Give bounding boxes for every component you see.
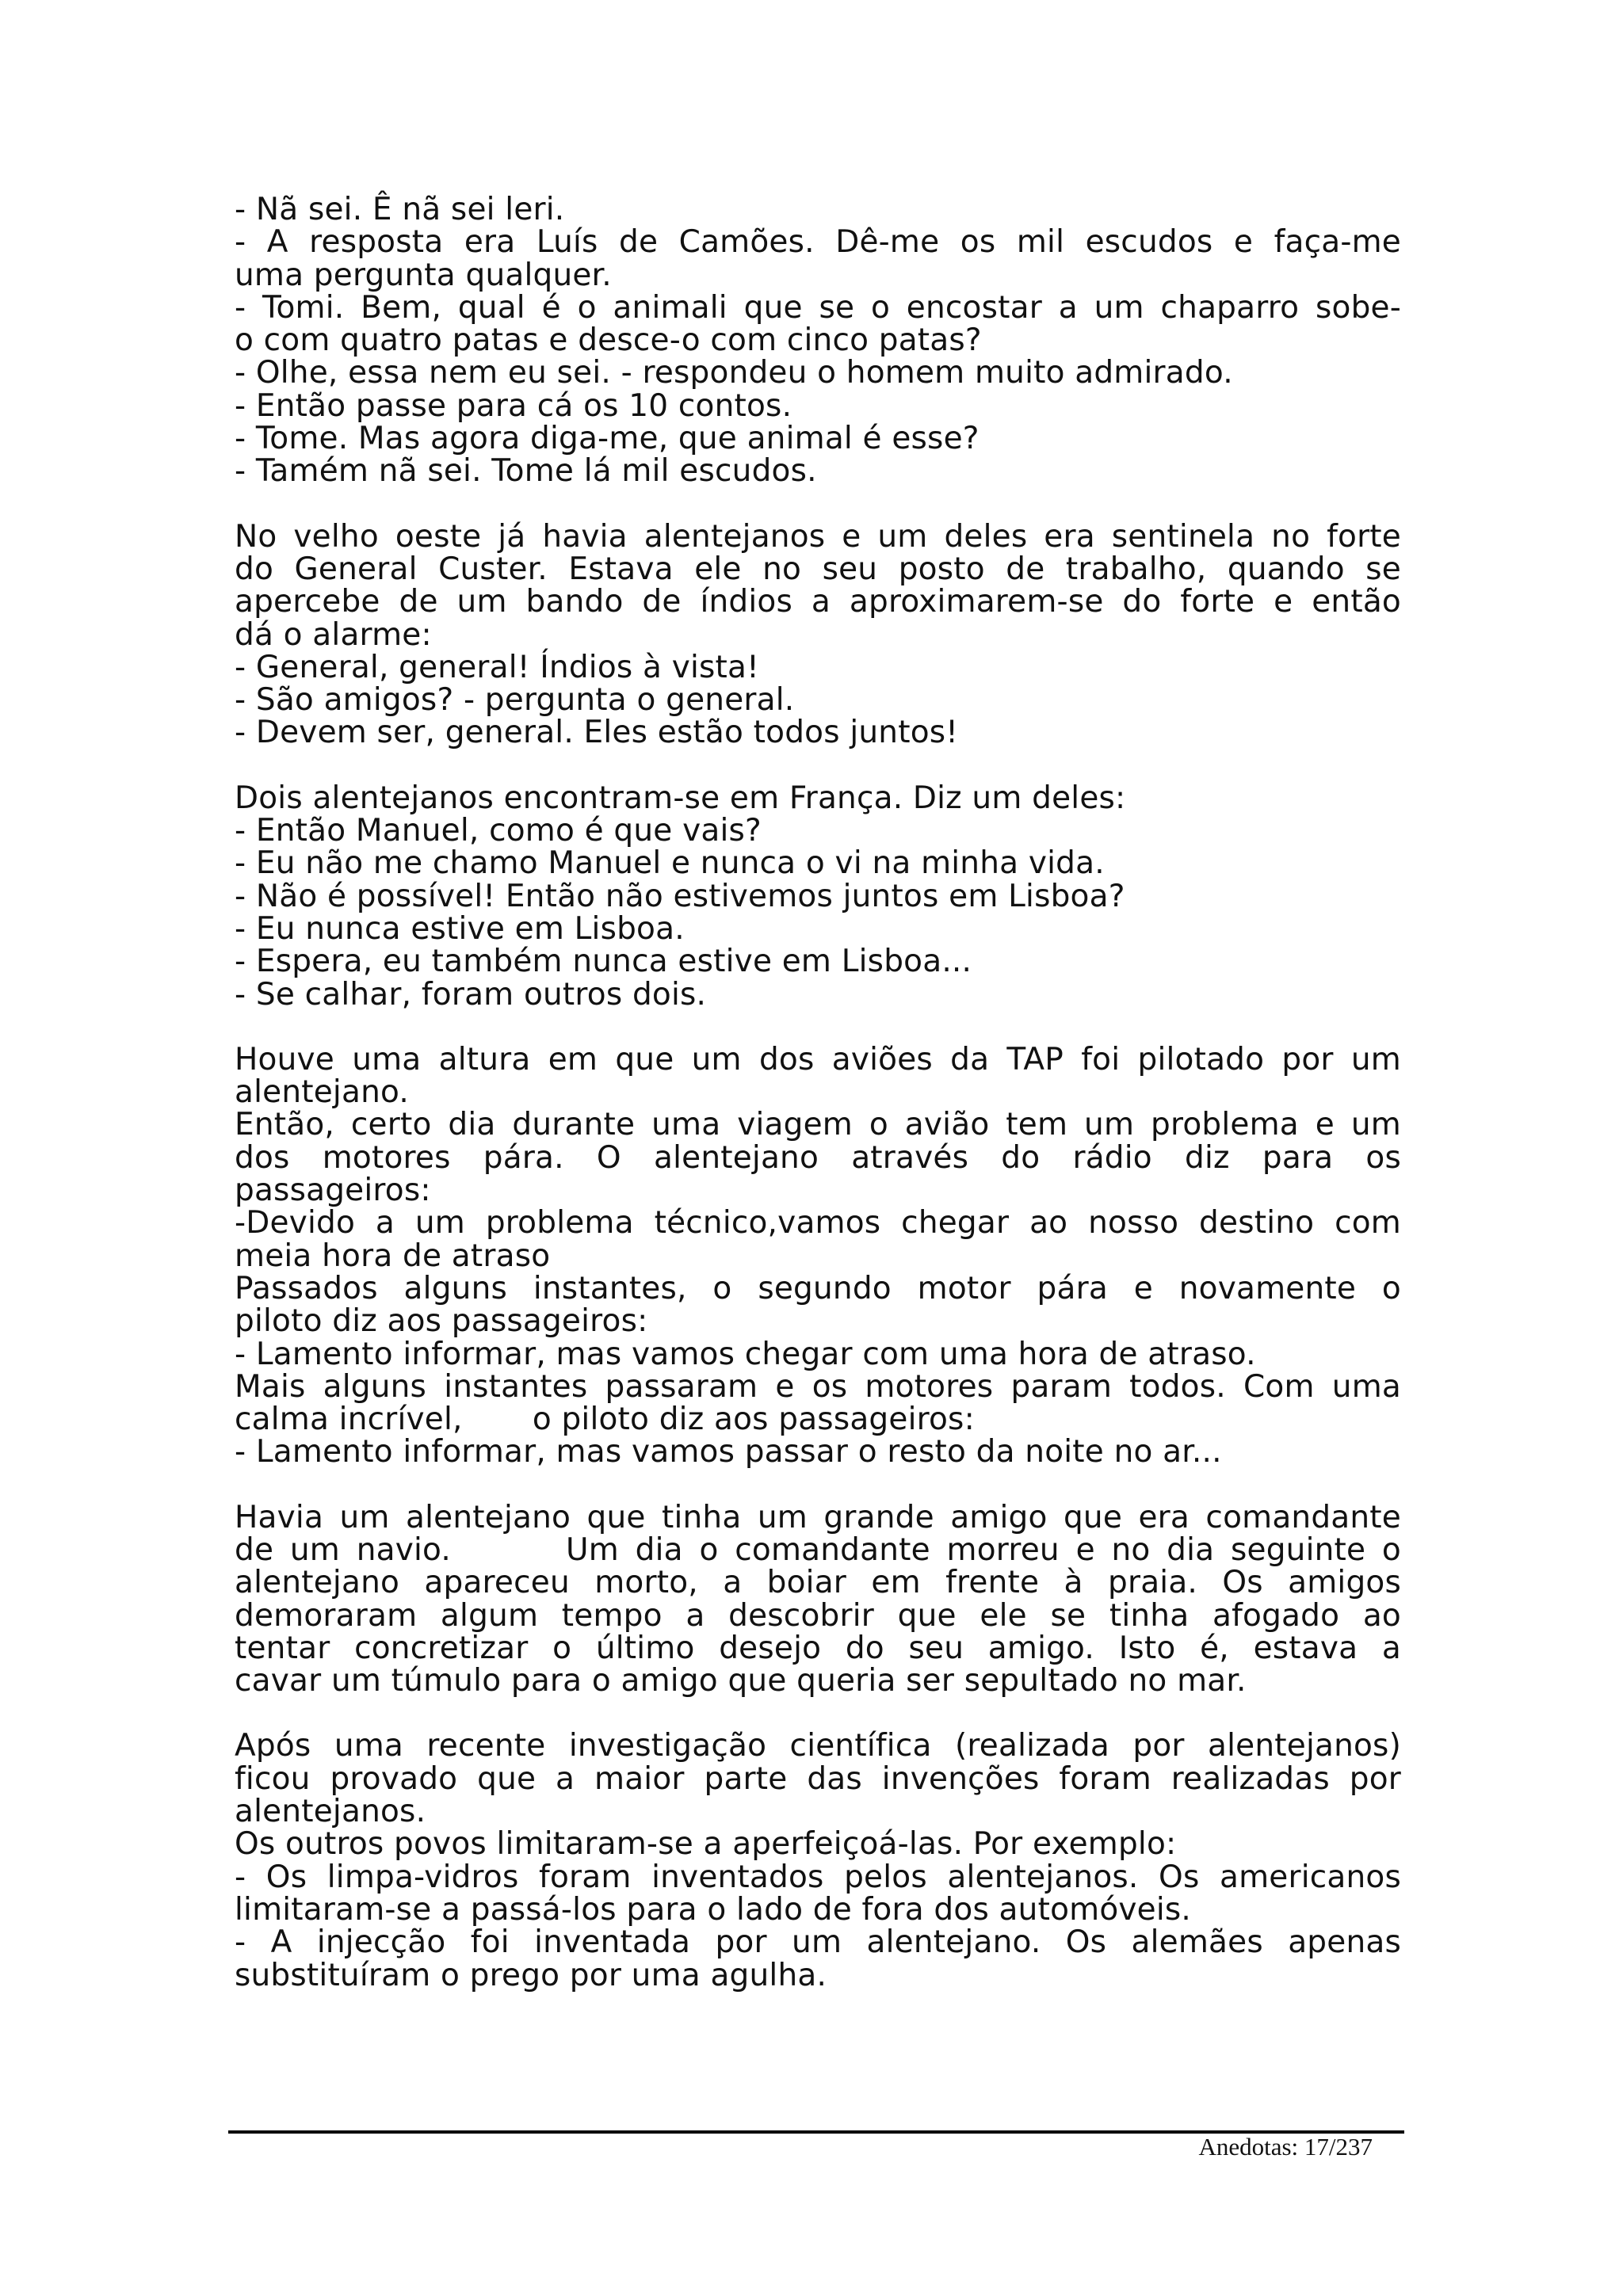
- text-line: calma incrível, o piloto diz aos passageiros:: [235, 1402, 975, 1438]
- text-line: - Os limpa-vidros foram inventados pelos alentejanos. Os americanos: [235, 1859, 1401, 1895]
- text-line: - São amigos? - pergunta o general.: [235, 682, 795, 719]
- text-line: - Devem ser, general. Eles estão todos juntos!: [235, 715, 959, 751]
- text-line: Havia um alentejano que tinha um grande amigo que era comandante: [235, 1499, 1401, 1535]
- text-line: alentejano apareceu morto, a boiar em frente à praia. Os amigos: [235, 1565, 1401, 1601]
- joke-paragraph: [235, 1501, 1401, 1698]
- text-line: - Se calhar, foram outros dois.: [235, 976, 707, 1013]
- text-line: Dois alentejanos encontram-se em França. Diz um deles:: [235, 780, 1126, 816]
- text-line: limitaram-se a passá-los para o lado de fora dos automóveis.: [235, 1891, 1192, 1928]
- text-line: alentejanos.: [235, 1794, 426, 1830]
- text-line: - Eu não me chamo Manuel e nunca o vi na minha vida.: [235, 845, 1105, 882]
- joke-paragraph: [235, 1043, 1401, 1469]
- text-line: Então, certo dia durante uma viagem o avião tem um problema e um: [235, 1107, 1401, 1143]
- text-line: ficou provado que a maior parte das invenções foram realizadas por: [235, 1760, 1401, 1797]
- text-line: tentar concretizar o último desejo do seu amigo. Isto é, estava a: [235, 1630, 1401, 1666]
- text-line: dá o alarme:: [235, 616, 432, 653]
- document-body: [235, 193, 1401, 2024]
- text-line: Houve uma altura em que um dos aviões da TAP foi pilotado por um: [235, 1041, 1401, 1077]
- text-line: - Lamento informar, mas vamos chegar com uma hora de atraso.: [235, 1336, 1256, 1372]
- text-line: - Lamento informar, mas vamos passar o resto da noite no ar...: [235, 1434, 1222, 1470]
- text-line: - A resposta era Luís de Camões. Dê-me os mil escudos e faça-me: [235, 224, 1401, 261]
- text-line: o com quatro patas e desce-o com cinco patas?: [235, 322, 982, 359]
- text-line: - Nã sei. Ê nã sei leri.: [235, 192, 565, 227]
- text-line: Mais alguns instantes passaram e os motores param todos. Com uma: [235, 1368, 1401, 1405]
- text-line: - A injecção foi inventada por um alentejano. Os alemães apenas: [235, 1924, 1401, 1961]
- text-line: dos motores pára. O alentejano através do rádio diz para os: [235, 1139, 1401, 1176]
- text-line: - Olhe, essa nem eu sei. - respondeu o homem muito admirado.: [235, 355, 1233, 391]
- text-line: Passados alguns instantes, o segundo motor pára e novamente o: [235, 1270, 1401, 1306]
- text-line: uma pergunta qualquer.: [235, 257, 612, 293]
- text-line: passageiros:: [235, 1173, 431, 1209]
- joke-paragraph: [235, 518, 1401, 751]
- text-line: - Então passe para cá os 10 contos.: [235, 387, 792, 424]
- text-line: - Tomi. Bem, qual é o animali que se o encostar a um chaparro sobe-: [235, 289, 1401, 326]
- text-line: de um navio. Um dia o comandante morreu e no dia seguinte o: [235, 1531, 1401, 1568]
- text-line: substituíram o prego por uma agulha.: [235, 1957, 827, 1993]
- text-line: - Espera, eu também nunca estive em Lisboa...: [235, 944, 972, 980]
- text-line: - Tome. Mas agora diga-me, que animal é esse?: [235, 421, 980, 457]
- text-line: Os outros povos limitaram-se a aperfeiçoá-las. Por exemplo:: [235, 1826, 1177, 1863]
- joke-paragraph: [235, 782, 1401, 1011]
- text-line: - Então Manuel, como é que vais?: [235, 813, 762, 849]
- text-line: - Não é possível! Então não estivemos juntos em Lisboa?: [235, 878, 1125, 914]
- text-line: - Tamém nã sei. Tome lá mil escudos.: [235, 453, 817, 490]
- text-line: - General, general! Índios à vista!: [235, 649, 759, 685]
- text-line: piloto diz aos passageiros:: [235, 1303, 648, 1340]
- joke-paragraph: [235, 1730, 1401, 1991]
- text-line: demoraram algum tempo a descobrir que ele se tinha afogado ao: [235, 1597, 1401, 1634]
- text-line: do General Custer. Estava ele no seu posto de trabalho, quando se: [235, 551, 1401, 587]
- text-line: - Eu nunca estive em Lisboa.: [235, 910, 685, 947]
- text-line: -Devido a um problema técnico,vamos chegar ao nosso destino com: [235, 1205, 1401, 1241]
- text-line: apercebe de um bando de índios a aproximarem-se do forte e então: [235, 584, 1401, 620]
- joke-paragraph: [235, 193, 1401, 488]
- text-line: meia hora de atraso: [235, 1238, 551, 1274]
- text-line: No velho oeste já havia alentejanos e um deles era sentinela no forte: [235, 518, 1401, 555]
- page-number: Anedotas: 17/237: [1198, 2133, 1373, 2161]
- text-line: Após uma recente investigação científica (realizada por alentejanos): [235, 1728, 1401, 1764]
- text-line: alentejano.: [235, 1074, 409, 1111]
- text-line: cavar um túmulo para o amigo que queria ser sepultado no mar.: [235, 1663, 1247, 1699]
